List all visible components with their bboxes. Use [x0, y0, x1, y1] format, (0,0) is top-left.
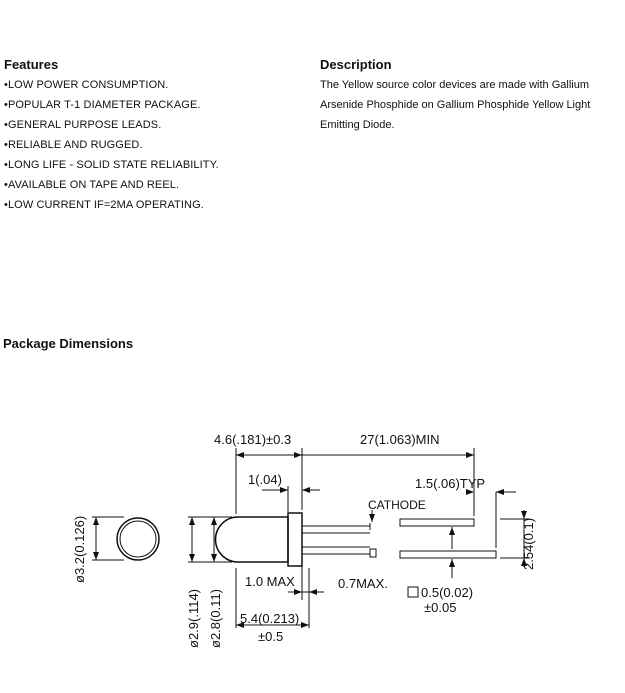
feature-text: GENERAL PURPOSE LEADS.	[7, 119, 162, 131]
dim-dia-28: ø2.8(0.11)	[208, 588, 223, 648]
lens-front-inner	[120, 521, 156, 557]
feature-item: •LONG LIFE - SOLID STATE RELIABILITY.	[4, 159, 219, 171]
dim-lead-square: 0.5(0.02)	[421, 585, 474, 600]
dim-body-length: 4.6(.181)±0.3	[214, 432, 292, 447]
square-symbol	[408, 587, 418, 597]
feature-item: •GENERAL PURPOSE LEADS.	[4, 119, 162, 131]
led-flange	[288, 513, 302, 566]
feature-text: RELIABLE AND RUGGED.	[7, 139, 143, 151]
features-heading: Features	[4, 57, 59, 72]
dim-lead-length: 27(1.063)MIN	[360, 432, 440, 447]
lens-front-outer	[117, 518, 159, 560]
lead-bottom	[400, 551, 496, 558]
dim-lead-square-tol: ±0.05	[424, 600, 457, 615]
feature-text: LONG LIFE - SOLID STATE RELIABILITY.	[7, 159, 219, 171]
feature-item: •RELIABLE AND RUGGED.	[4, 139, 143, 151]
description-heading: Description	[320, 57, 392, 72]
dim-lens-diameter: ø3.2(0.126)	[72, 515, 87, 583]
led-body-side	[216, 517, 289, 562]
feature-item: •AVAILABLE ON TAPE AND REEL.	[4, 179, 180, 191]
dim-54: 5.4(0.213)	[240, 611, 300, 626]
feature-text: LOW CURRENT IF=2MA OPERATING.	[7, 199, 204, 211]
feature-item: •LOW POWER CONSUMPTION.	[4, 79, 169, 91]
dim-07-max: 0.7MAX.	[338, 576, 388, 591]
dim-flange: 1(.04)	[248, 472, 282, 487]
feature-text: POPULAR T-1 DIAMETER PACKAGE.	[7, 99, 201, 111]
lead-top	[400, 519, 474, 526]
feature-item: •POPULAR T-1 DIAMETER PACKAGE.	[4, 99, 201, 111]
dim-lead-pitch: 1.5(.06)TYP	[415, 476, 486, 491]
dim-54-tol: ±0.5	[258, 629, 284, 644]
description-line: The Yellow source color devices are made with Gallium	[320, 79, 590, 91]
feature-text: LOW POWER CONSUMPTION.	[7, 79, 169, 91]
dim-dia-29: ø2.9(.114)	[186, 588, 201, 648]
feature-item: •LOW CURRENT IF=2MA OPERATING.	[4, 199, 204, 211]
description-line: Arsenide Phosphide on Gallium Phosphide Yellow Light	[320, 99, 591, 111]
feature-text: AVAILABLE ON TAPE AND REEL.	[7, 179, 180, 191]
dim-1-max: 1.0 MAX	[245, 574, 295, 589]
package-dimensions-heading: Package Dimensions	[3, 336, 134, 351]
description-line: Emitting Diode.	[320, 119, 395, 131]
cathode-label: CATHODE	[368, 498, 426, 512]
dim-lead-spacing: 2.54(0.1)	[521, 517, 536, 570]
